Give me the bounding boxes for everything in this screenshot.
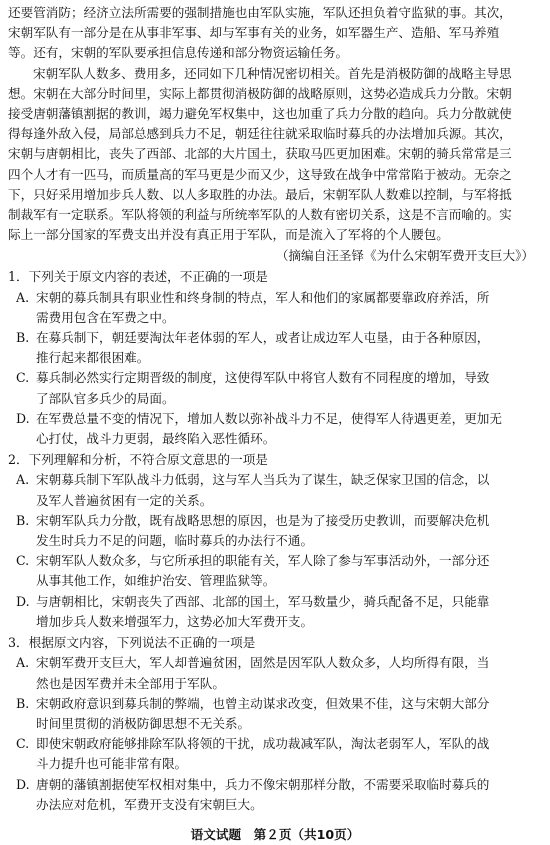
option-text: 时间里贯彻的消极防御思想不无关系。: [36, 715, 251, 731]
option-text: 在军费总量不变的情况下，增加人数以弥补战斗力不足，使得军人待遇更差，更加无: [36, 410, 502, 426]
option-text: 心打仗，战斗力更弱，最终陷入恶性循环。: [36, 431, 276, 447]
option-letter: B.: [16, 695, 30, 711]
option-letter: D.: [16, 410, 30, 426]
option-text: 及军人普遍贫困有一定的关系。: [36, 492, 213, 508]
option-letter: A.: [16, 472, 30, 488]
option-text: 推行起来都很困难。: [36, 350, 150, 366]
option-letter: A.: [16, 655, 30, 671]
question-stem: 2．下列理解和分析，不符合原文意思的一项是: [8, 452, 268, 468]
option-letter: D.: [16, 776, 30, 792]
option-letter: B.: [16, 330, 30, 346]
question-3: [8, 633, 540, 815]
text-line: 还要管消防；经济立法所需要的强制措施也由军队实施，军队还担负着守监狱的事。其次，: [8, 5, 512, 20]
option-text: 即使宋朝政府能够排除军队将领的干扰，成功裁减军队，淘汰老弱军人，军队的战: [36, 736, 490, 752]
paragraph-1: [8, 3, 540, 64]
option-text: 宋朝的募兵制具有职业性和终身制的特点，军人和他们的家属都要靠政府养活，所: [36, 289, 490, 305]
option-text: 办法应对危机，军费开支没有宋朝巨大。: [36, 796, 263, 812]
text-line: 下，只好采用增加步兵人数、以人多取胜的办法。最后，宋朝军队人数难以控制，与军将抵: [8, 186, 512, 202]
option-a: [8, 470, 540, 510]
option-d: [8, 775, 540, 815]
text-line: 四个人才有一匹马，而质量高的军马更是少而又少，这导致在战争中常常陷于被动。无奈之: [8, 166, 512, 182]
option-a: [8, 653, 540, 693]
text-line: 等。还有，宋朝的军队要承担信息传递和部分物资运输任务。: [8, 45, 349, 61]
option-text: 斗力提升也可能非常有限。: [36, 756, 188, 772]
question-1: [8, 267, 540, 449]
text-line: 制裁军有一定联系。军队将领的利益与所统率军队的人数有密切关系，这是不言而喻的。实: [8, 207, 512, 223]
option-text: 需费用包含在军费之中。: [36, 309, 175, 325]
text-line: 宋朝军队有一部分是在从事非军事、却与军事有关的业务，如军器生产、造船、军马养殖: [8, 25, 500, 41]
option-text: 宋朝军队兵力分散，既有战略思想的原因，也是为了接受历史教训，而要解决危机: [36, 512, 490, 528]
page-footer: 语文试题 第２页（共10页）: [190, 827, 360, 842]
option-text: 宋朝政府意识到募兵制的弊端，也曾主动谋求改变，但效果不佳，这与宋朝大部分: [36, 695, 490, 711]
option-d: [8, 409, 540, 449]
option-b: [8, 511, 540, 551]
option-b: [8, 328, 540, 368]
option-text: 增加步兵人数来增强军力，这势必加大军费开支。: [36, 613, 314, 629]
option-text: 了部队官多兵少的局面。: [36, 390, 175, 406]
option-a: [8, 288, 540, 328]
option-text: 发生时兵力不足的问题，临时募兵的办法行不通。: [36, 533, 314, 549]
paragraph-2: [8, 64, 540, 246]
option-letter: D.: [16, 593, 30, 609]
option-text: 从事其他工作，如维护治安、管理监狱等。: [36, 573, 276, 589]
option-c: [8, 368, 540, 408]
option-letter: C.: [16, 370, 30, 386]
option-text: 宋朝募兵制下军队战斗力低弱，这与军人当兵为了谋生，缺乏保家卫国的信念，以: [36, 472, 490, 488]
option-letter: A.: [16, 289, 30, 305]
text-line: 宋朝军队人数多、费用多，还同如下几种情况密切相关。首先是消极防御的战略主导思: [33, 65, 512, 81]
text-line: 想。宋朝在大部分时间里，实际上都贯彻消极防御的战略原则，这势必造成兵力分散。宋朝: [8, 85, 512, 101]
option-text: 在募兵制下，朝廷要淘汰年老体弱的军人，或者让成边军人屯垦，由于各种原因，: [36, 330, 490, 346]
option-text: 宋朝军费开支巨大，军人却普遍贫困，固然是因军队人数众多，人均所得有限，当: [36, 655, 490, 671]
text-line: 得每逢外敌入侵，局部总感到兵力不足，朝廷往往就采取临时募兵的办法增加兵源。其次，: [8, 126, 512, 142]
option-text: 宋朝军队人数众多，与它所承担的职能有关，军人除了参与军事活动外，一部分还: [36, 553, 490, 569]
text-line: 接受唐朝藩镇割据的教训，竭力避免军权集中，这也加重了兵力分散的趋向。兵力分散就使: [8, 106, 512, 122]
option-text: 与唐朝相比，宋朝丧失了西部、北部的国土，军马数量少，骑兵配备不足，只能靠: [36, 593, 490, 609]
option-b: [8, 694, 540, 734]
option-text: 然也是因军费并未全部用于军队。: [36, 675, 225, 691]
option-c: [8, 734, 540, 774]
text-line: 宋朝与唐朝相比，丧失了西部、北部的大片国土，获取马匹更加困难。宋朝的骑兵常常是三: [8, 146, 512, 162]
passage: [8, 3, 540, 266]
option-letter: B.: [16, 512, 30, 528]
option-d: [8, 592, 540, 632]
question-stem: 1．下列关于原文内容的表述，不正确的一项是: [8, 269, 268, 285]
option-letter: C.: [16, 736, 30, 752]
source-citation: （摘编自汪圣铎《为什么宋朝军费开支巨大》）: [275, 248, 534, 264]
question-2: [8, 450, 540, 632]
option-text: 唐朝的藩镇割据使军权相对集中，兵力不像宋朝那样分散，不需要采取临时募兵的: [36, 776, 490, 792]
option-c: [8, 551, 540, 591]
option-text: 募兵制必然实行定期晋级的制度，这使得军队中将官人数有不同程度的增加，导致: [36, 370, 490, 386]
question-stem: 3．根据原文内容，下列说法不正确的一项是: [8, 635, 256, 651]
text-line: 际上一部分国家的军费支出并没有真正用于军队，而是流入了军将的个人腰包。: [8, 227, 449, 243]
option-letter: C.: [16, 553, 30, 569]
